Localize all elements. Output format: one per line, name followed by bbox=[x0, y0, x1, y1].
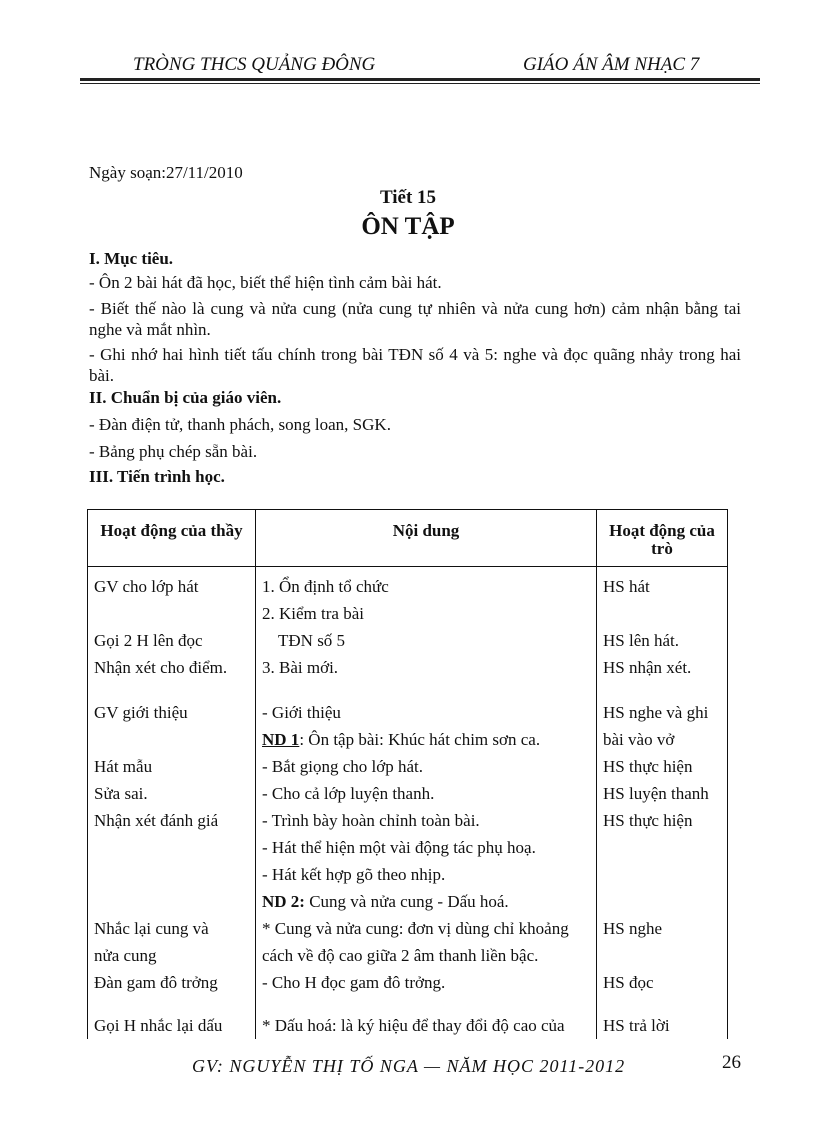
table-row bbox=[88, 681, 728, 726]
preparation-item-2: - Bảng phụ chép sẵn bài. bbox=[89, 442, 258, 461]
content-cell: - Cho H đọc gam đô trởng. bbox=[256, 969, 597, 996]
header-school: TRÒNG THCS QUẢNG ĐÔNG bbox=[133, 54, 376, 75]
content-cell: - Hát thể hiện một vài động tác phụ hoạ. bbox=[256, 834, 597, 861]
content-cell: - Cho cả lớp luyện thanh. bbox=[256, 780, 597, 807]
content-cell: 1. Ổn định tổ chức bbox=[256, 567, 597, 601]
table-row bbox=[88, 834, 728, 861]
teacher-cell bbox=[88, 600, 256, 627]
header-subject: GIÁO ÁN ÂM NHẠC 7 bbox=[523, 54, 700, 75]
lesson-period: Tiết 15 bbox=[379, 187, 437, 208]
student-cell: HS hát bbox=[597, 567, 728, 601]
content-cell bbox=[256, 726, 597, 753]
teacher-cell: Nhận xét đánh giá bbox=[88, 807, 256, 834]
table-row bbox=[88, 753, 728, 780]
header-content: Nội dung bbox=[256, 510, 597, 567]
header-teacher: Hoạt động của thầy bbox=[88, 510, 256, 567]
teacher-cell: nửa cung bbox=[88, 942, 256, 969]
content-cell: 3. Bài mới. bbox=[256, 654, 597, 681]
table-header-row bbox=[88, 510, 728, 567]
table-row bbox=[88, 627, 728, 654]
teacher-cell: Nhận xét cho điểm. bbox=[88, 654, 256, 681]
content-cell: - Giới thiệu bbox=[256, 681, 597, 726]
student-cell: HS lên hát. bbox=[597, 627, 728, 654]
objective-item-3: - Ghi nhớ hai hình tiết tấu chính trong bài TĐN số 4 và 5: nghe và đọc quãng nhảy trong hai bài. bbox=[89, 345, 741, 385]
teacher-cell: Sửa sai. bbox=[88, 780, 256, 807]
process-heading: III. Tiến trình học. bbox=[89, 467, 225, 486]
teacher-cell bbox=[88, 888, 256, 915]
student-cell: HS đọc bbox=[597, 969, 728, 996]
table-row bbox=[88, 996, 728, 1039]
table-row bbox=[88, 915, 728, 942]
teacher-cell bbox=[88, 726, 256, 753]
table-row bbox=[88, 942, 728, 969]
date-line: Ngày soạn:27/11/2010 bbox=[89, 163, 243, 182]
student-cell: HS nghe bbox=[597, 915, 728, 942]
lesson-title: ÔN TẬP bbox=[361, 213, 455, 240]
nd2-label: ND 2: bbox=[262, 892, 305, 911]
table-row bbox=[88, 654, 728, 681]
content-cell bbox=[256, 888, 597, 915]
student-cell: HS trả lời bbox=[597, 996, 728, 1039]
teacher-cell: Đàn gam đô trởng bbox=[88, 969, 256, 996]
teacher-cell: Nhắc lại cung và bbox=[88, 915, 256, 942]
lesson-plan-table bbox=[87, 509, 728, 1039]
teacher-cell: Gọi 2 H lên đọc bbox=[88, 627, 256, 654]
student-cell bbox=[597, 942, 728, 969]
content-cell: 2. Kiểm tra bài bbox=[256, 600, 597, 627]
nd1-text: : Ôn tập bài: Khúc hát chim sơn ca. bbox=[299, 730, 541, 749]
table-row bbox=[88, 780, 728, 807]
teacher-cell bbox=[88, 834, 256, 861]
content-cell: - Trình bày hoàn chỉnh toàn bài. bbox=[256, 807, 597, 834]
header-student: Hoạt động của trò bbox=[597, 510, 728, 567]
nd1-label: ND 1 bbox=[262, 730, 300, 749]
content-cell: * Cung và nửa cung: đơn vị dùng chỉ khoảng bbox=[256, 915, 597, 942]
header-rule-bottom bbox=[80, 83, 760, 84]
student-cell bbox=[597, 861, 728, 888]
table-row bbox=[88, 888, 728, 915]
teacher-cell: GV giới thiệu bbox=[88, 681, 256, 726]
teacher-cell: Hát mẫu bbox=[88, 753, 256, 780]
table-row bbox=[88, 861, 728, 888]
content-cell: cách về độ cao giữa 2 âm thanh liền bậc. bbox=[256, 942, 597, 969]
objective-item-2: - Biết thế nào là cung và nửa cung (nửa cung tự nhiên và nửa cung hơn) cảm nhận bằng tai nghe và mắt nhìn. bbox=[89, 299, 741, 339]
footer-author: GV: NGUYỄN THỊ TỐ NGA — NĂM HỌC 2011-2012 bbox=[192, 1056, 626, 1076]
table-row bbox=[88, 600, 728, 627]
student-cell: HS nhận xét. bbox=[597, 654, 728, 681]
objectives-heading: I. Mục tiêu. bbox=[89, 249, 174, 268]
teacher-cell bbox=[88, 861, 256, 888]
student-cell bbox=[597, 834, 728, 861]
content-cell: - Hát kết hợp gõ theo nhịp. bbox=[256, 861, 597, 888]
preparation-heading: II. Chuẩn bị của giáo viên. bbox=[89, 388, 282, 407]
student-cell bbox=[597, 600, 728, 627]
student-cell: HS nghe và ghi bbox=[597, 681, 728, 726]
teacher-cell: Gọi H nhắc lại dấu bbox=[88, 996, 256, 1039]
student-cell: HS thực hiện bbox=[597, 753, 728, 780]
student-cell: HS luyện thanh bbox=[597, 780, 728, 807]
student-cell: bài vào vở bbox=[597, 726, 728, 753]
objective-item-1: - Ôn 2 bài hát đã học, biết thể hiện tình cảm bài hát. bbox=[89, 273, 442, 292]
student-cell: HS thực hiện bbox=[597, 807, 728, 834]
content-cell: - Bắt giọng cho lớp hát. bbox=[256, 753, 597, 780]
content-cell: TĐN số 5 bbox=[256, 627, 597, 654]
table-row bbox=[88, 969, 728, 996]
nd2-text: Cung và nửa cung - Dấu hoá. bbox=[304, 892, 509, 911]
header-rule-top bbox=[80, 78, 760, 81]
teacher-cell: GV cho lớp hát bbox=[88, 567, 256, 601]
table-row bbox=[88, 807, 728, 834]
content-cell: * Dấu hoá: là ký hiệu để thay đổi độ cao của bbox=[256, 996, 597, 1039]
preparation-item-1: - Đàn điện tử, thanh phách, song loan, SGK. bbox=[89, 415, 391, 434]
table-row bbox=[88, 567, 728, 601]
student-cell bbox=[597, 888, 728, 915]
table-row bbox=[88, 726, 728, 753]
page-number: 26 bbox=[722, 1052, 741, 1073]
